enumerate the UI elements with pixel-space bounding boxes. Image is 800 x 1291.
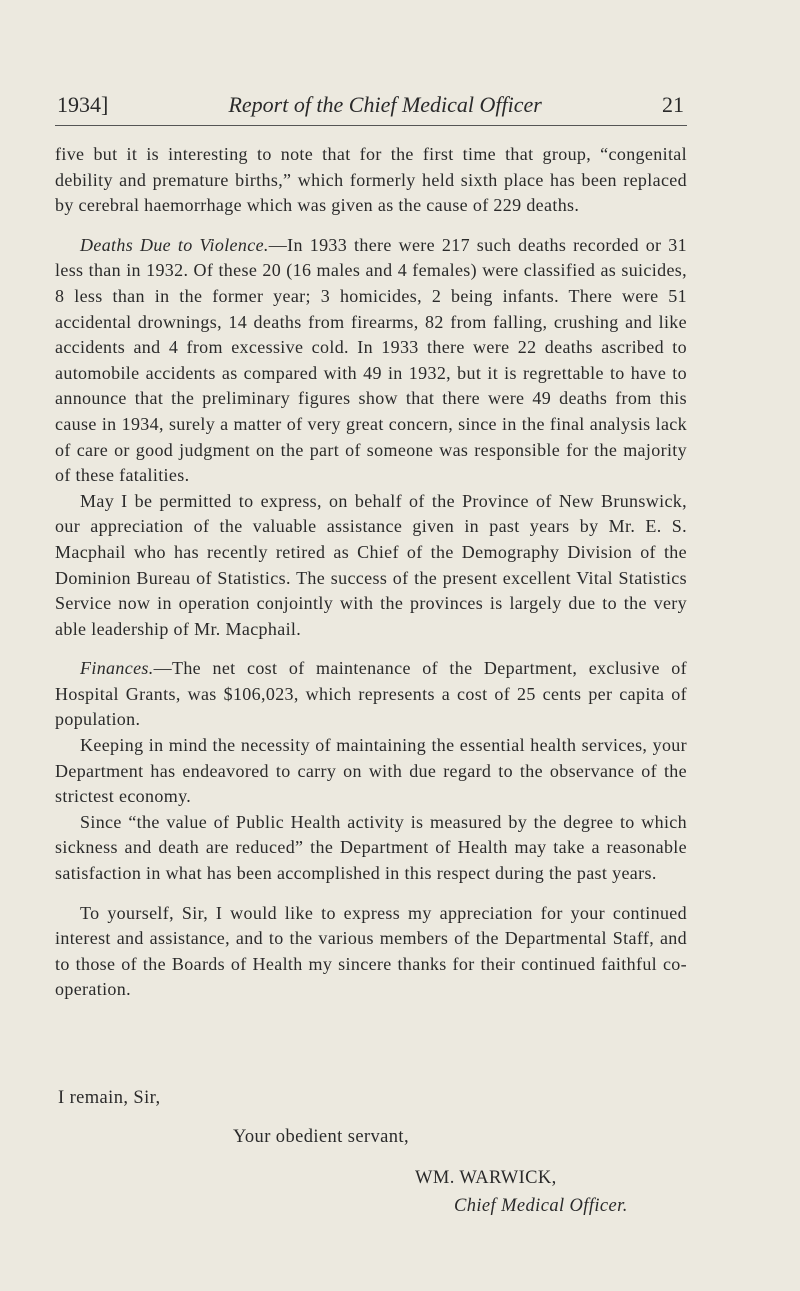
- side-heading: Finances.: [80, 658, 154, 679]
- header-year: 1934]: [57, 92, 109, 117]
- running-header: [57, 92, 684, 118]
- paragraph-public-health: Since “the value of Public Health activity is measured by the degree to which sickness and death are reduced” the Department of Health may take a reasonable satisfaction in what has been accomplished in this respect during the past years.: [55, 811, 687, 884]
- signature: WM. WARWICK,: [415, 1168, 557, 1188]
- paragraph-macphail: May I be permitted to express, on behalf of the Province of New Brunswick, our appreciation of the valuable assistance given in past years by Mr. E. S. Macphail who has recently retired as Chief of the Demography Division of the Dominion Bureau of Statistics. The success of the present excellent Vital Statistics Service now in operation conjointly with the provinces is largely due to the very able leadership of Mr. Macphail.: [55, 490, 687, 639]
- side-heading: Deaths Due to Violence.: [80, 234, 269, 255]
- complimentary-close: Your obedient servant,: [233, 1127, 409, 1147]
- header-title: Report of the Chief Medical Officer: [228, 92, 542, 117]
- paragraph-deaths-violence: Deaths Due to Violence.—In 1933 there were 217 such deaths recorded or 31 less than in 1932. Of these 20 (16 males and 4 females) were classified as suicides, 8 less than in the former year; 3 homicides, 2 being infants. There were 51 accidental drownings, 14 deaths from firearms, 82 from falling, crushing and like accidents and 4 from excessive cold. In 1933 there were 22 deaths ascribed to automobile accidents as compared with 49 in 1932, but it is regrettable to have to announce that the preliminary figures show that there were 49 deaths from this cause in 1934, surely a matter of very great concern, since in the final analysis lack of care or good judgment on the part of someone was responsible for the majority of these fatalities.: [55, 234, 687, 486]
- paragraph-finances: Finances.—The net cost of maintenance of the Department, exclusive of Hospital Grants, was $106,023, which represents a cost of 25 cents per capita of population.: [55, 658, 687, 730]
- body-text: [55, 142, 687, 1017]
- signatory-position: Chief Medical Officer.: [454, 1196, 628, 1216]
- header-rule: [55, 125, 687, 126]
- page-number: 21: [661, 92, 684, 117]
- paragraph-thanks: To yourself, Sir, I would like to express my appreciation for your continued interest and assistance, and to the various members of the Departmental Staff, and to those of the Boards of Health my sincere thanks for their continued faithful co-operation.: [55, 902, 687, 1000]
- salutation: I remain, Sir,: [58, 1088, 161, 1108]
- paragraph-economy: Keeping in mind the necessity of maintaining the essential health services, your Department has endeavored to carry on with due regard to the observance of the strictest economy.: [55, 735, 687, 807]
- paragraph-continuation: five but it is interesting to note that for the first time that group, “congenital debility and premature births,” which formerly held sixth place has been replaced by cerebral haemorrhage which was given as the cause of 229 deaths.: [55, 144, 687, 216]
